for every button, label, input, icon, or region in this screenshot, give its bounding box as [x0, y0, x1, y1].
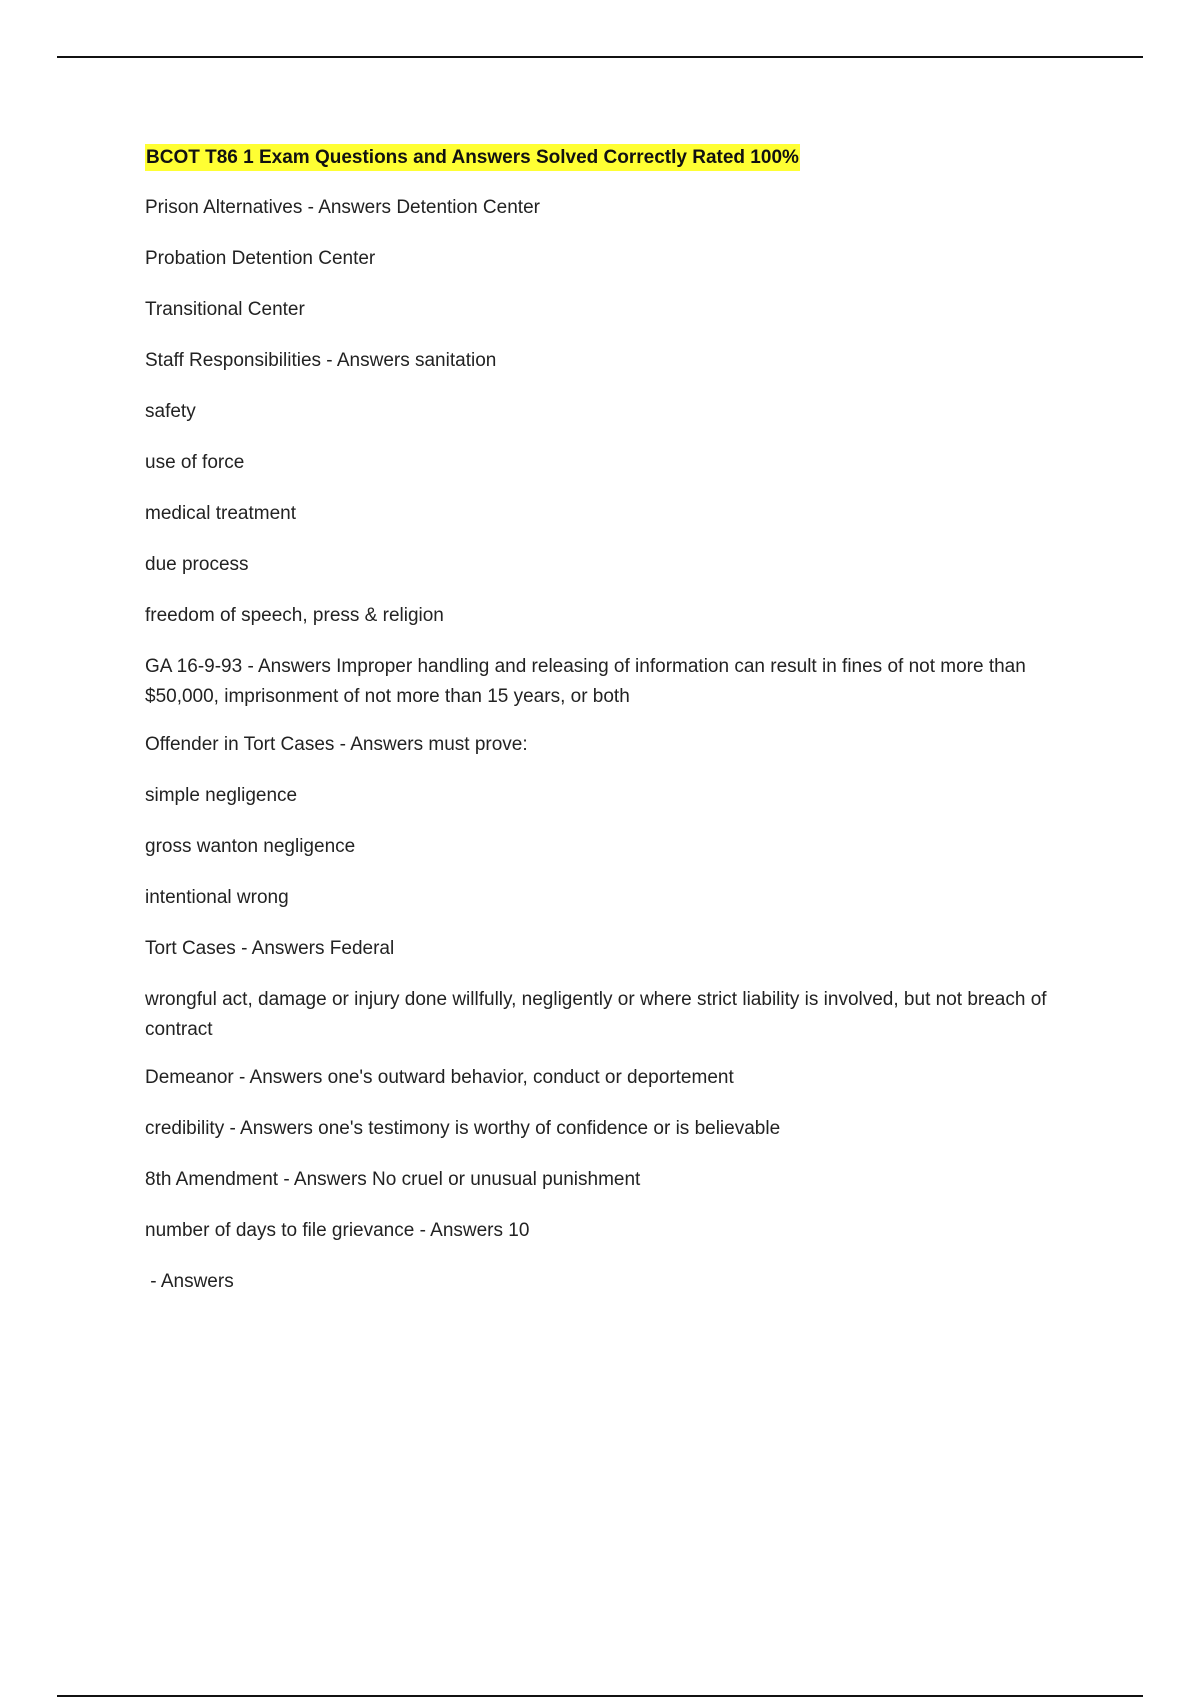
qa-line: Transitional Center	[145, 299, 305, 320]
qa-line: intentional wrong	[145, 887, 289, 908]
qa-line-tort-cases: Tort Cases - Answers Federal	[145, 938, 395, 959]
qa-line-ga-16-9-93: GA 16-9-93 - Answers Improper handling and releasing of information can result in fines of not more than $50,000, imprisonment of not more than 15 years, or both	[145, 656, 1026, 707]
header-rule	[57, 56, 1143, 58]
qa-line: gross wanton negligence	[145, 836, 356, 857]
qa-line-demeanor: Demeanor - Answers one's outward behavior, conduct or deportement	[145, 1067, 734, 1088]
document-body	[145, 144, 1075, 1318]
document-title: BCOT T86 1 Exam Questions and Answers Solved Correctly Rated 100%	[145, 144, 800, 171]
qa-line-8th-amendment: 8th Amendment - Answers No cruel or unusual punishment	[145, 1169, 641, 1190]
qa-line: safety	[145, 401, 196, 422]
qa-line-staff-responsibilities: Staff Responsibilities - Answers sanitation	[145, 350, 497, 371]
qa-line: due process	[145, 554, 249, 575]
qa-line: Probation Detention Center	[145, 248, 376, 269]
qa-line: simple negligence	[145, 785, 298, 806]
qa-line: medical treatment	[145, 503, 297, 524]
qa-line-empty-answer: - Answers	[145, 1271, 234, 1292]
qa-line: freedom of speech, press & religion	[145, 605, 444, 626]
qa-line: use of force	[145, 452, 245, 473]
qa-line-prison-alternatives: Prison Alternatives - Answers Detention Center	[145, 197, 540, 218]
qa-line-credibility: credibility - Answers one's testimony is worthy of confidence or is believable	[145, 1118, 781, 1139]
qa-line: wrongful act, damage or injury done willfully, negligently or where strict liability is involved, but not breach of contract	[145, 989, 1047, 1040]
qa-list	[145, 193, 1075, 1297]
qa-line-grievance-days: number of days to file grievance - Answers 10	[145, 1220, 530, 1241]
qa-line-offender-tort: Offender in Tort Cases - Answers must prove:	[145, 734, 528, 755]
document-title-wrap	[145, 144, 1075, 171]
footer-rule	[57, 1695, 1143, 1697]
